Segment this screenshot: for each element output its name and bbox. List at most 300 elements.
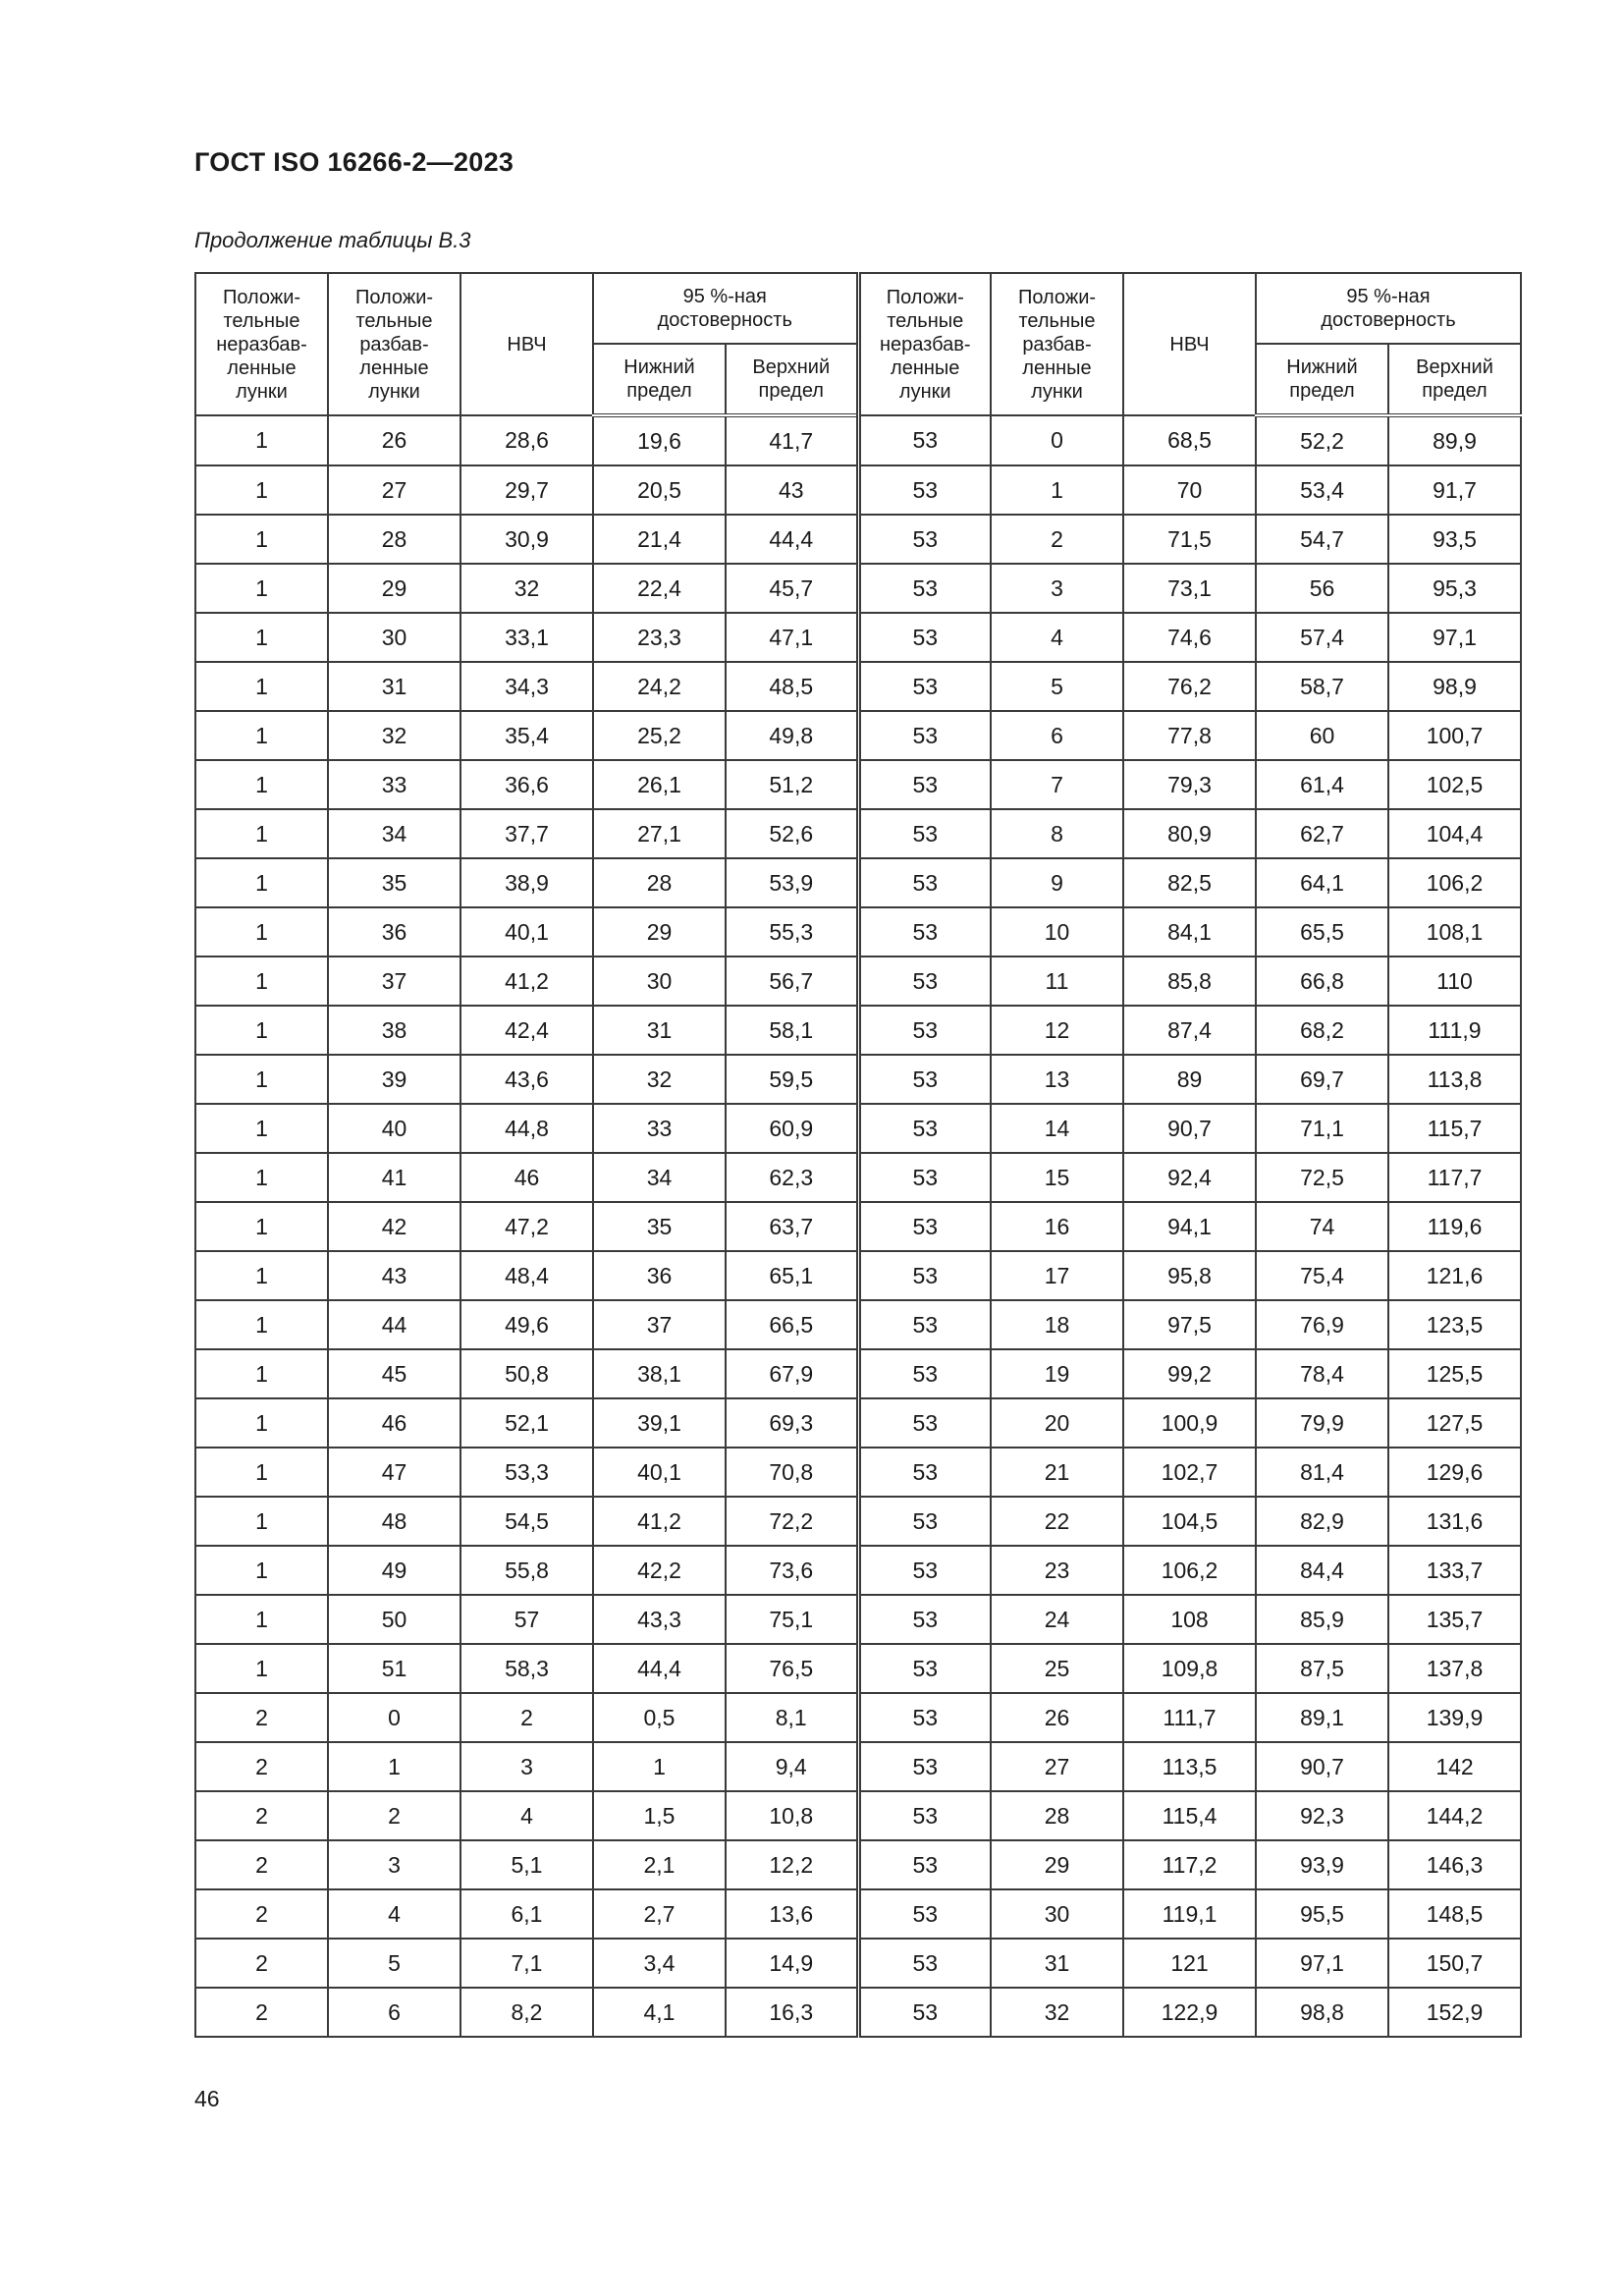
table-cell: 33 (328, 760, 460, 809)
table-cell: 31 (991, 1939, 1123, 1988)
table-cell: 2 (195, 1988, 328, 2037)
table-cell: 51 (328, 1644, 460, 1693)
header-positive-diluted: Положи- тельные разбав- ленные лунки (328, 273, 460, 415)
table-row (195, 1595, 1521, 1644)
table-row (195, 613, 1521, 662)
table-cell: 2 (328, 1791, 460, 1840)
table-cell: 46 (328, 1398, 460, 1448)
table-cell: 8,2 (460, 1988, 593, 2037)
table-cell: 33,1 (460, 613, 593, 662)
table-cell: 71,5 (1123, 515, 1256, 564)
table-cell: 102,7 (1123, 1448, 1256, 1497)
table-cell: 21,4 (593, 515, 726, 564)
table-cell: 89,9 (1388, 415, 1521, 465)
table-cell: 137,8 (1388, 1644, 1521, 1693)
table-row (195, 1988, 1521, 2037)
table-cell: 39,1 (593, 1398, 726, 1448)
table-cell: 53 (858, 1644, 991, 1693)
table-cell: 42,2 (593, 1546, 726, 1595)
table-cell: 53 (858, 1742, 991, 1791)
table-cell: 22,4 (593, 564, 726, 613)
table-cell: 44,4 (593, 1644, 726, 1693)
table-cell: 39 (328, 1055, 460, 1104)
table-cell: 1 (195, 1349, 328, 1398)
table-cell: 16,3 (726, 1988, 858, 2037)
table-cell: 12 (991, 1006, 1123, 1055)
table-cell: 8 (991, 809, 1123, 858)
table-cell: 31 (328, 662, 460, 711)
table-cell: 70 (1123, 465, 1256, 515)
table-cell: 123,5 (1388, 1300, 1521, 1349)
table-cell: 13 (991, 1055, 1123, 1104)
header-confidence: 95 %-ная достоверность (1256, 273, 1521, 344)
table-cell: 41 (328, 1153, 460, 1202)
table-cell: 3,4 (593, 1939, 726, 1988)
table-cell: 29 (991, 1840, 1123, 1889)
table-cell: 62,7 (1256, 809, 1388, 858)
table-cell: 2 (195, 1889, 328, 1939)
table-cell: 2 (195, 1693, 328, 1742)
table-cell: 32 (593, 1055, 726, 1104)
table-cell: 40 (328, 1104, 460, 1153)
table-cell: 75,1 (726, 1595, 858, 1644)
table-cell: 57,4 (1256, 613, 1388, 662)
header-lower-limit: Нижний предел (593, 344, 726, 415)
table-cell: 56 (1256, 564, 1388, 613)
table-cell: 85,9 (1256, 1595, 1388, 1644)
table-cell: 57 (460, 1595, 593, 1644)
table-cell: 61,4 (1256, 760, 1388, 809)
table-cell: 113,8 (1388, 1055, 1521, 1104)
table-cell: 1 (195, 415, 328, 465)
table-cell: 1 (195, 1497, 328, 1546)
header-upper-limit: Верхний предел (726, 344, 858, 415)
header-mpn: НВЧ (460, 273, 593, 415)
table-cell: 53 (858, 1595, 991, 1644)
table-cell: 95,8 (1123, 1251, 1256, 1300)
table-cell: 26 (328, 415, 460, 465)
table-cell: 53 (858, 1497, 991, 1546)
table-cell: 79,9 (1256, 1398, 1388, 1448)
data-table (194, 272, 1522, 2038)
table-cell: 14,9 (726, 1939, 858, 1988)
table-row (195, 1742, 1521, 1791)
table-cell: 1,5 (593, 1791, 726, 1840)
table-cell: 98,8 (1256, 1988, 1388, 2037)
table-cell: 5 (328, 1939, 460, 1988)
table-cell: 53 (858, 1300, 991, 1349)
table-cell: 1 (195, 564, 328, 613)
table-cell: 119,1 (1123, 1889, 1256, 1939)
table-cell: 95,3 (1388, 564, 1521, 613)
table-cell: 63,7 (726, 1202, 858, 1251)
table-row (195, 1546, 1521, 1595)
table-cell: 84,1 (1123, 907, 1256, 957)
table-cell: 93,9 (1256, 1840, 1388, 1889)
table-cell: 44,8 (460, 1104, 593, 1153)
table-row (195, 858, 1521, 907)
table-cell: 49,8 (726, 711, 858, 760)
table-cell: 100,9 (1123, 1398, 1256, 1448)
table-cell: 2 (460, 1693, 593, 1742)
table-cell: 71,1 (1256, 1104, 1388, 1153)
table-cell: 42,4 (460, 1006, 593, 1055)
table-cell: 97,5 (1123, 1300, 1256, 1349)
table-cell: 60 (1256, 711, 1388, 760)
table-cell: 52,2 (1256, 415, 1388, 465)
table-cell: 0 (328, 1693, 460, 1742)
table-cell: 82,9 (1256, 1497, 1388, 1546)
table-cell: 99,2 (1123, 1349, 1256, 1398)
table-row (195, 760, 1521, 809)
table-cell: 25 (991, 1644, 1123, 1693)
table-cell: 74,6 (1123, 613, 1256, 662)
table-cell: 53 (858, 809, 991, 858)
table-cell: 1 (195, 1104, 328, 1153)
table-cell: 1 (195, 1398, 328, 1448)
table-row (195, 1153, 1521, 1202)
table-cell: 40,1 (593, 1448, 726, 1497)
table-cell: 1 (195, 613, 328, 662)
table-cell: 95,5 (1256, 1889, 1388, 1939)
table-cell: 53 (858, 1398, 991, 1448)
table-cell: 68,5 (1123, 415, 1256, 465)
table-cell: 1 (195, 465, 328, 515)
table-cell: 121 (1123, 1939, 1256, 1988)
table-cell: 34,3 (460, 662, 593, 711)
table-cell: 76,9 (1256, 1300, 1388, 1349)
table-row (195, 415, 1521, 465)
table-cell: 49 (328, 1546, 460, 1595)
table-cell: 37,7 (460, 809, 593, 858)
table-cell: 131,6 (1388, 1497, 1521, 1546)
table-cell: 49,6 (460, 1300, 593, 1349)
table-row (195, 711, 1521, 760)
table-cell: 53 (858, 1055, 991, 1104)
table-cell: 6 (328, 1988, 460, 2037)
table-cell: 23,3 (593, 613, 726, 662)
table-cell: 53 (858, 1988, 991, 2037)
table-cell: 53 (858, 1251, 991, 1300)
table-cell: 104,4 (1388, 809, 1521, 858)
table-cell: 1 (195, 1006, 328, 1055)
table-cell: 2,7 (593, 1889, 726, 1939)
table-cell: 68,2 (1256, 1006, 1388, 1055)
table-row (195, 1693, 1521, 1742)
table-cell: 47,2 (460, 1202, 593, 1251)
table-cell: 113,5 (1123, 1742, 1256, 1791)
table-cell: 27 (991, 1742, 1123, 1791)
table-cell: 36 (593, 1251, 726, 1300)
table-cell: 48,4 (460, 1251, 593, 1300)
table-cell: 41,2 (593, 1497, 726, 1546)
table-cell: 108 (1123, 1595, 1256, 1644)
table-cell: 28,6 (460, 415, 593, 465)
table-cell: 106,2 (1123, 1546, 1256, 1595)
table-cell: 37 (328, 957, 460, 1006)
table-cell: 53 (858, 907, 991, 957)
table-cell: 28 (328, 515, 460, 564)
table-cell: 2 (195, 1939, 328, 1988)
table-cell: 111,9 (1388, 1006, 1521, 1055)
table-cell: 50,8 (460, 1349, 593, 1398)
table-cell: 13,6 (726, 1889, 858, 1939)
header-positive-diluted: Положи- тельные разбав- ленные лунки (991, 273, 1123, 415)
table-cell: 58,3 (460, 1644, 593, 1693)
table-cell: 62,3 (726, 1153, 858, 1202)
table-cell: 87,5 (1256, 1644, 1388, 1693)
table-row (195, 1251, 1521, 1300)
table-body (195, 415, 1521, 2037)
table-row (195, 1791, 1521, 1840)
table-cell: 23 (991, 1546, 1123, 1595)
table-cell: 52,6 (726, 809, 858, 858)
table-cell: 53 (858, 1153, 991, 1202)
table-cell: 20,5 (593, 465, 726, 515)
table-cell: 53 (858, 1104, 991, 1153)
table-row (195, 564, 1521, 613)
table-cell: 0 (991, 415, 1123, 465)
table-cell: 1 (195, 1153, 328, 1202)
table-cell: 21 (991, 1448, 1123, 1497)
table-cell: 38,9 (460, 858, 593, 907)
table-row (195, 1497, 1521, 1546)
table-cell: 69,7 (1256, 1055, 1388, 1104)
table-cell: 53 (858, 760, 991, 809)
table-cell: 76,5 (726, 1644, 858, 1693)
table-cell: 4 (460, 1791, 593, 1840)
table-cell: 1 (195, 1448, 328, 1497)
table-cell: 53 (858, 1006, 991, 1055)
table-cell: 90,7 (1123, 1104, 1256, 1153)
table-cell: 34 (593, 1153, 726, 1202)
table-row (195, 1300, 1521, 1349)
table-cell: 4,1 (593, 1988, 726, 2037)
table-cell: 53 (858, 1448, 991, 1497)
table-cell: 54,5 (460, 1497, 593, 1546)
table-cell: 64,1 (1256, 858, 1388, 907)
table-cell: 1 (195, 1055, 328, 1104)
table-cell: 92,4 (1123, 1153, 1256, 1202)
document-header: ГОСТ ISO 16266-2—2023 (194, 147, 514, 177)
table-cell: 43,6 (460, 1055, 593, 1104)
table-cell: 20 (991, 1398, 1123, 1448)
table-cell: 104,5 (1123, 1497, 1256, 1546)
table-cell: 100,7 (1388, 711, 1521, 760)
table-cell: 7 (991, 760, 1123, 809)
table-cell: 36 (328, 907, 460, 957)
table-cell: 28 (991, 1791, 1123, 1840)
table-cell: 29,7 (460, 465, 593, 515)
table-cell: 51,2 (726, 760, 858, 809)
table-cell: 53 (858, 515, 991, 564)
table-cell: 98,9 (1388, 662, 1521, 711)
table-cell: 35 (328, 858, 460, 907)
table-cell: 135,7 (1388, 1595, 1521, 1644)
table-cell: 15 (991, 1153, 1123, 1202)
table-cell: 32 (328, 711, 460, 760)
table-cell: 76,2 (1123, 662, 1256, 711)
table-cell: 53 (858, 415, 991, 465)
table-cell: 53,9 (726, 858, 858, 907)
table-cell: 43 (328, 1251, 460, 1300)
table-cell: 53 (858, 711, 991, 760)
table-cell: 36,6 (460, 760, 593, 809)
table-cell: 16 (991, 1202, 1123, 1251)
table-cell: 14 (991, 1104, 1123, 1153)
table-cell: 35 (593, 1202, 726, 1251)
table-cell: 24 (991, 1595, 1123, 1644)
table-cell: 55,3 (726, 907, 858, 957)
table-cell: 32 (991, 1988, 1123, 2037)
table-cell: 53 (858, 1202, 991, 1251)
table-cell: 46 (460, 1153, 593, 1202)
table-cell: 48 (328, 1497, 460, 1546)
table-row (195, 515, 1521, 564)
table-cell: 9,4 (726, 1742, 858, 1791)
table-cell: 30 (991, 1889, 1123, 1939)
table-cell: 93,5 (1388, 515, 1521, 564)
table-row (195, 1889, 1521, 1939)
table-cell: 91,7 (1388, 465, 1521, 515)
header-upper-limit: Верхний предел (1388, 344, 1521, 415)
table-row (195, 957, 1521, 1006)
table-cell: 65,1 (726, 1251, 858, 1300)
table-row (195, 1202, 1521, 1251)
header-positive-undiluted: Положи- тельные неразбав- ленные лунки (195, 273, 328, 415)
table-row (195, 1349, 1521, 1398)
table-cell: 59,5 (726, 1055, 858, 1104)
table-cell: 24,2 (593, 662, 726, 711)
table-cell: 9 (991, 858, 1123, 907)
table-cell: 5,1 (460, 1840, 593, 1889)
table-row (195, 907, 1521, 957)
table-cell: 60,9 (726, 1104, 858, 1153)
table-cell: 35,4 (460, 711, 593, 760)
header-mpn: НВЧ (1123, 273, 1256, 415)
table-cell: 82,5 (1123, 858, 1256, 907)
table-cell: 53 (858, 858, 991, 907)
table-cell: 6,1 (460, 1889, 593, 1939)
table-row (195, 1398, 1521, 1448)
table-cell: 38,1 (593, 1349, 726, 1398)
table-cell: 146,3 (1388, 1840, 1521, 1889)
table-cell: 142 (1388, 1742, 1521, 1791)
table-cell: 4 (328, 1889, 460, 1939)
table-cell: 109,8 (1123, 1644, 1256, 1693)
table-cell: 8,1 (726, 1693, 858, 1742)
table-cell: 17 (991, 1251, 1123, 1300)
table-row (195, 1840, 1521, 1889)
table-cell: 2 (991, 515, 1123, 564)
table-cell: 45 (328, 1349, 460, 1398)
table-cell: 53 (858, 662, 991, 711)
table-cell: 25,2 (593, 711, 726, 760)
header-positive-undiluted: Положи- тельные неразбав- ленные лунки (858, 273, 991, 415)
table-cell: 30,9 (460, 515, 593, 564)
table-cell: 34 (328, 809, 460, 858)
table-cell: 1 (195, 907, 328, 957)
table-cell: 58,7 (1256, 662, 1388, 711)
table-cell: 43,3 (593, 1595, 726, 1644)
table-row (195, 809, 1521, 858)
table-cell: 48,5 (726, 662, 858, 711)
table-cell: 53 (858, 1889, 991, 1939)
table-cell: 78,4 (1256, 1349, 1388, 1398)
table-cell: 0,5 (593, 1693, 726, 1742)
table-cell: 73,1 (1123, 564, 1256, 613)
table-cell: 30 (328, 613, 460, 662)
table-cell: 121,6 (1388, 1251, 1521, 1300)
table-cell: 1 (195, 662, 328, 711)
table-cell: 77,8 (1123, 711, 1256, 760)
table-cell: 87,4 (1123, 1006, 1256, 1055)
table-cell: 43 (726, 465, 858, 515)
table-cell: 89 (1123, 1055, 1256, 1104)
table-row (195, 1939, 1521, 1988)
table-row (195, 1055, 1521, 1104)
table-cell: 27 (328, 465, 460, 515)
table-cell: 1 (195, 1251, 328, 1300)
table-cell: 79,3 (1123, 760, 1256, 809)
table-cell: 54,7 (1256, 515, 1388, 564)
table-cell: 89,1 (1256, 1693, 1388, 1742)
table-cell: 40,1 (460, 907, 593, 957)
table-cell: 53 (858, 1791, 991, 1840)
table-cell: 90,7 (1256, 1742, 1388, 1791)
table-cell: 94,1 (1123, 1202, 1256, 1251)
table-cell: 1 (195, 1300, 328, 1349)
table-cell: 2,1 (593, 1840, 726, 1889)
table-cell: 18 (991, 1300, 1123, 1349)
table-cell: 3 (991, 564, 1123, 613)
table-cell: 45,7 (726, 564, 858, 613)
table-caption: Продолжение таблицы В.3 (194, 228, 471, 252)
table-cell: 53 (858, 1939, 991, 1988)
table-cell: 1 (195, 1644, 328, 1693)
table-cell: 80,9 (1123, 809, 1256, 858)
table-cell: 37 (593, 1300, 726, 1349)
table-cell: 1 (195, 711, 328, 760)
table-cell: 67,9 (726, 1349, 858, 1398)
table-cell: 41,2 (460, 957, 593, 1006)
table-cell: 65,5 (1256, 907, 1388, 957)
table-cell: 28 (593, 858, 726, 907)
table-cell: 53 (858, 1349, 991, 1398)
table-cell: 47,1 (726, 613, 858, 662)
table-cell: 1 (593, 1742, 726, 1791)
table-cell: 66,5 (726, 1300, 858, 1349)
table-cell: 53 (858, 613, 991, 662)
table-cell: 19,6 (593, 415, 726, 465)
table-row (195, 1448, 1521, 1497)
table-cell: 3 (460, 1742, 593, 1791)
table-cell: 32 (460, 564, 593, 613)
table-cell: 115,4 (1123, 1791, 1256, 1840)
table-row (195, 1104, 1521, 1153)
table-cell: 66,8 (1256, 957, 1388, 1006)
table-cell: 44,4 (726, 515, 858, 564)
table-cell: 30 (593, 957, 726, 1006)
table-cell: 19 (991, 1349, 1123, 1398)
table-cell: 150,7 (1388, 1939, 1521, 1988)
table-cell: 11 (991, 957, 1123, 1006)
table-cell: 33 (593, 1104, 726, 1153)
table-row (195, 1644, 1521, 1693)
page-number: 46 (194, 2086, 220, 2111)
table-cell: 42 (328, 1202, 460, 1251)
table-cell: 133,7 (1388, 1546, 1521, 1595)
